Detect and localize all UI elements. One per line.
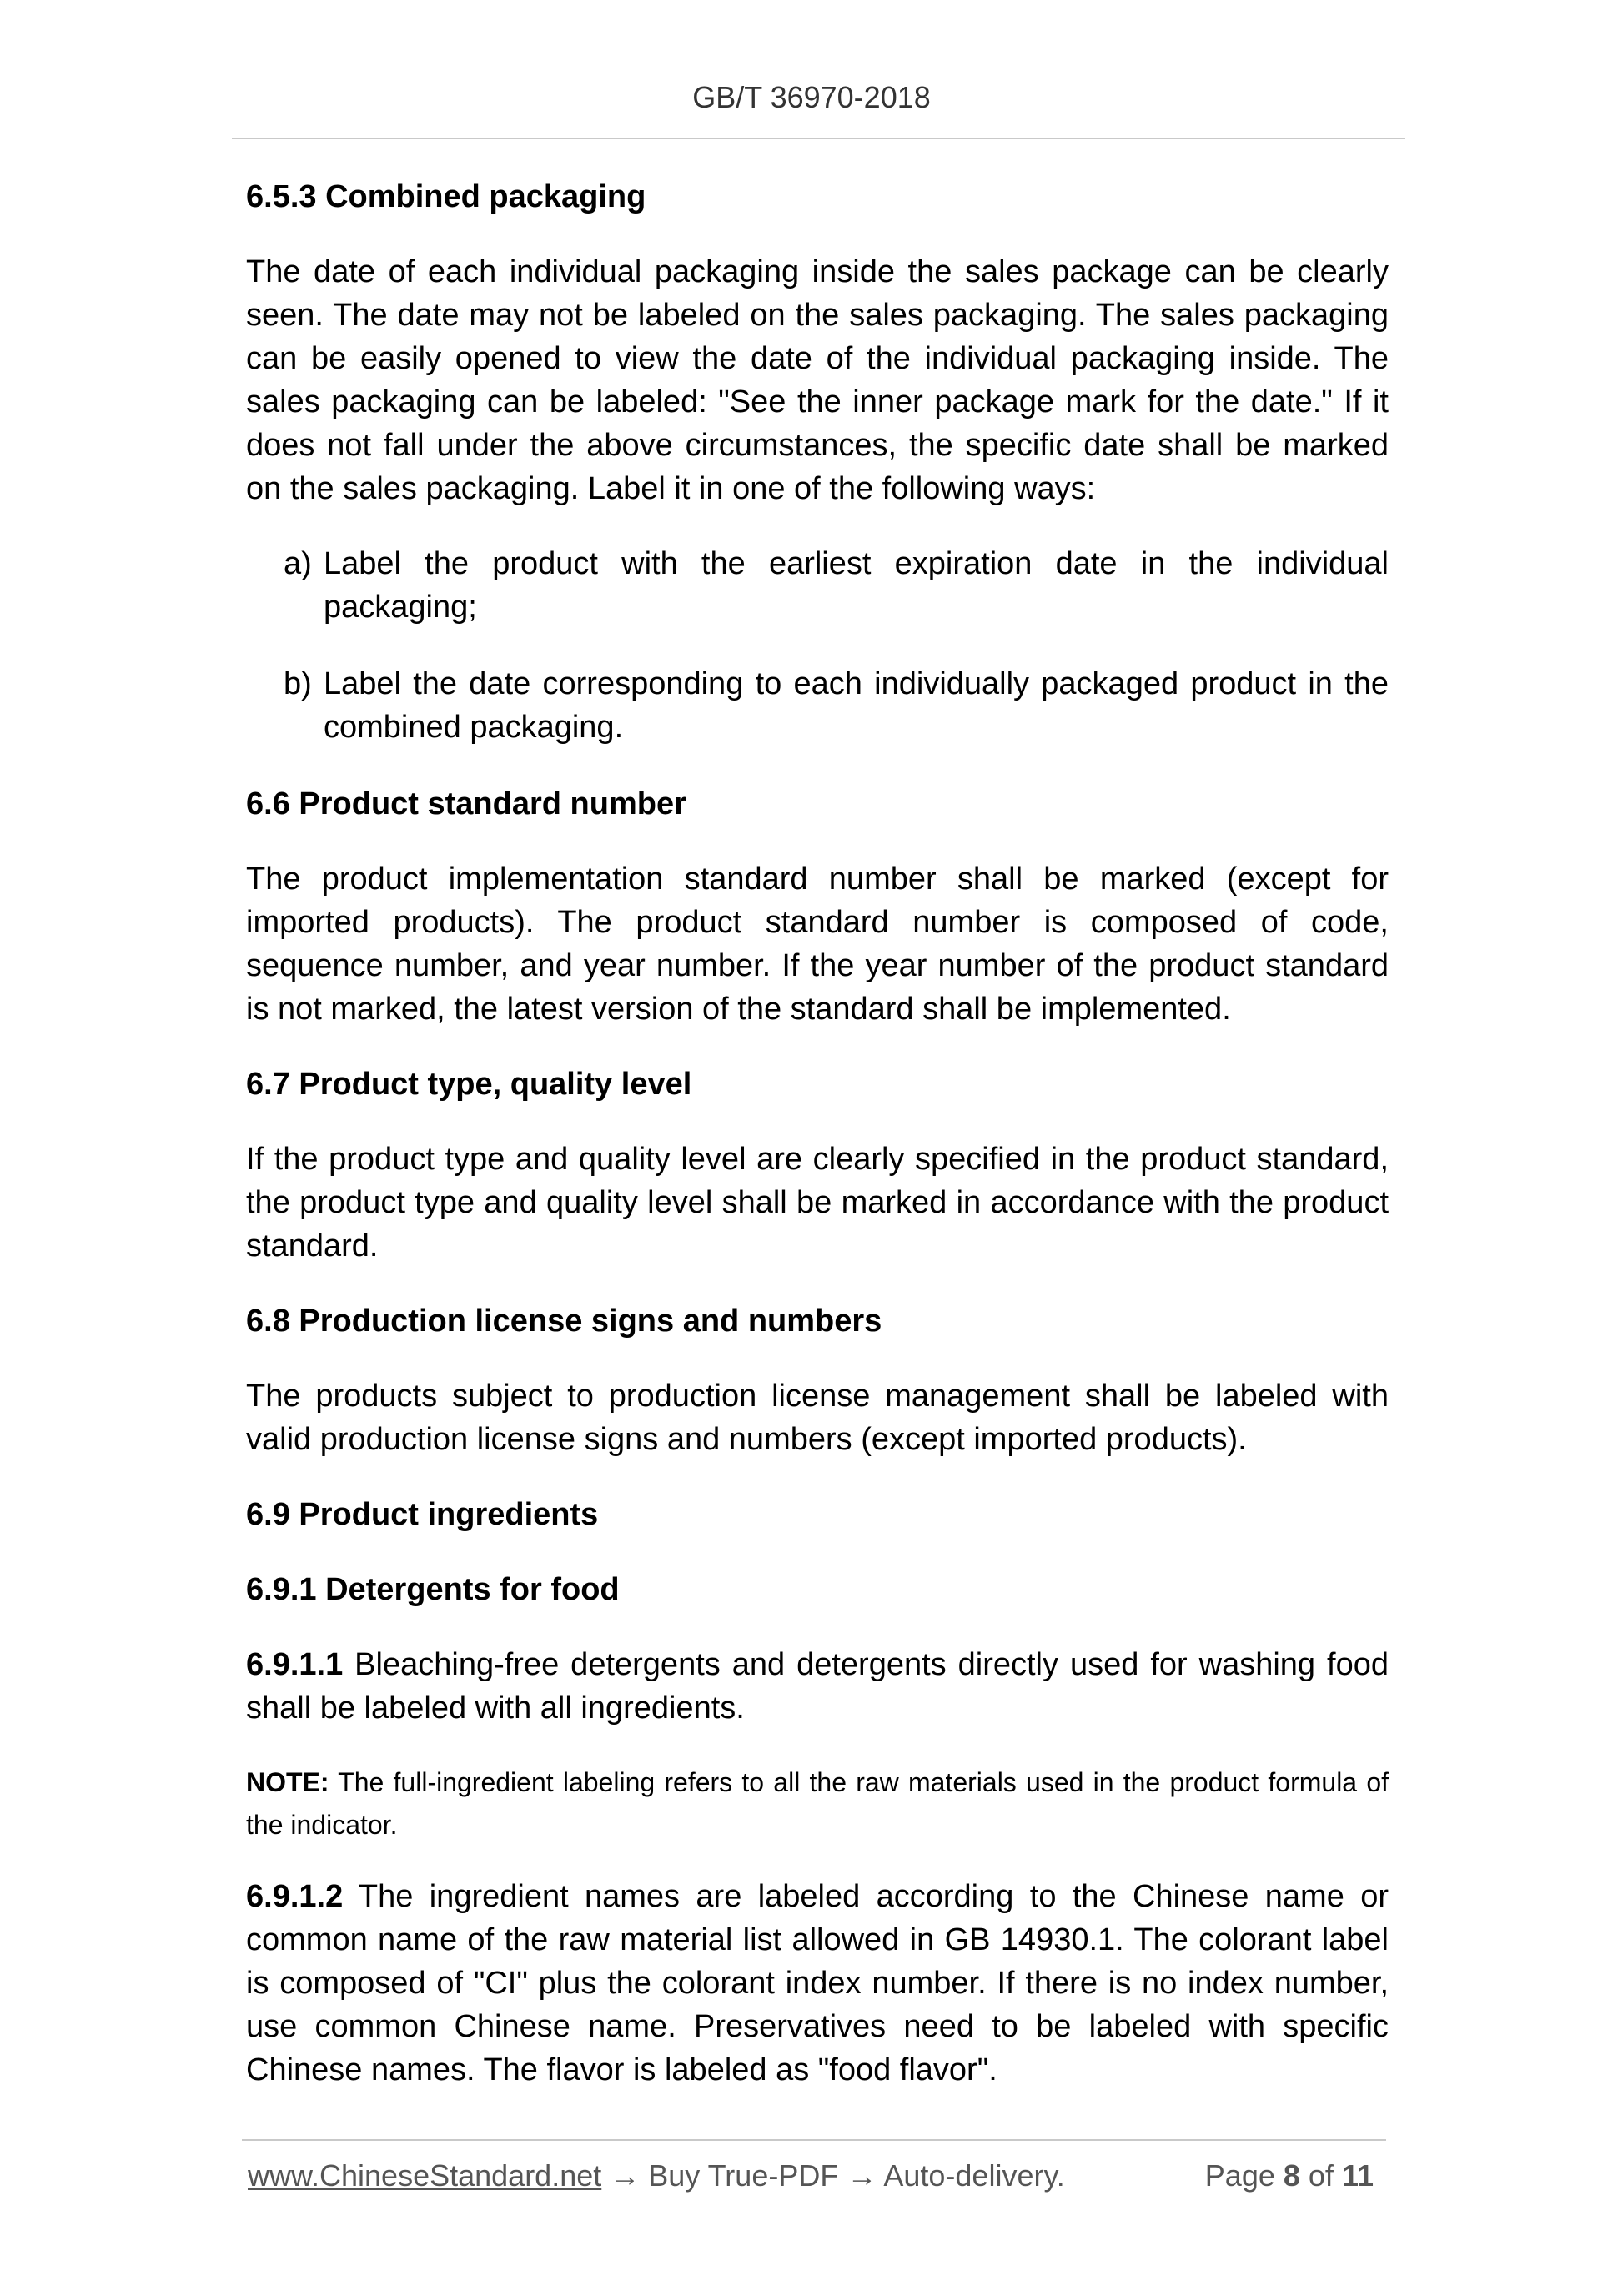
paragraph-6-6: The product implementation standard number shall be marked (except for imported products). The product standard number is composed of code, sequence number, and year number. If the year number of the product standard is not marked, the latest version of the standard shall be implemented. (246, 862, 1389, 1027)
page-number (1205, 2158, 1374, 2193)
footer-divider (242, 2139, 1386, 2141)
arrow-icon: → (601, 2158, 649, 2193)
list-item-b (284, 662, 1389, 749)
paragraph-6-8: The products subject to production license management shall be labeled with valid production license signs and numbers (except imported products). (246, 1379, 1389, 1457)
paragraph-6-7: If the product type and quality level are clearly specified in the product standard, the product type and quality level shall be marked in accordance with the product standard. (246, 1142, 1389, 1264)
of-label: of (1299, 2158, 1342, 2193)
paragraph-6-9-1-1 (246, 1643, 1389, 1730)
list-item-text: Label the product with the earliest expiration date in the individual packaging; (324, 546, 1389, 625)
delivery-text: Auto-delivery. (883, 2158, 1065, 2193)
clause-number: 6.9.1.1 (246, 1647, 344, 1682)
buy-text: Buy True-PDF (648, 2158, 839, 2193)
clause-text: The ingredient names are labeled according to the Chinese name or common name of the raw material list allowed in GB 14930.1. The colorant label is composed of "CI" plus the colorant index number. If there is no index number, use common Chinese name. Preservatives need to be labeled with specific Chinese names. The flavor is labeled as "food flavor". (246, 1879, 1389, 2088)
list-marker: a) (284, 546, 312, 581)
header-divider (232, 138, 1405, 139)
site-link[interactable]: www.ChineseStandard.net (248, 2158, 602, 2193)
standard-code-header: GB/T 36970-2018 (692, 80, 931, 114)
current-page: 8 (1283, 2158, 1300, 2193)
heading-6-9-1: 6.9.1 Detergents for food (246, 1572, 620, 1607)
heading-6-9: 6.9 Product ingredients (246, 1497, 599, 1532)
note-label: NOTE: (246, 1767, 329, 1797)
page-label: Page (1204, 2158, 1284, 2193)
total-pages: 11 (1341, 2158, 1374, 2193)
note (246, 1761, 1389, 1846)
list-item-a (284, 542, 1389, 629)
heading-6-7: 6.7 Product type, quality level (246, 1067, 692, 1102)
paragraph-6-9-1-2 (246, 1875, 1389, 2092)
list-marker: b) (284, 666, 312, 701)
page-content (246, 175, 1389, 2123)
clause-text: Bleaching-free detergents and detergents directly used for washing food shall be labeled with all ingredients. (246, 1647, 1389, 1726)
note-text: The full-ingredient labeling refers to all the raw materials used in the product formula of the indicator. (246, 1767, 1389, 1840)
paragraph-6-5-3: The date of each individual packaging inside the sales package can be clearly seen. The date may not be labeled on the sales packaging. The sales packaging can be easily opened to view the date of the individual packaging inside. The sales packaging can be labeled: "See the inner package mark for the date." If it does not fall under the above circumstances, the specific date shall be marked on the sales packaging. Label it in one of the following ways: (246, 254, 1389, 506)
heading-6-5-3: 6.5.3 Combined packaging (246, 179, 646, 214)
arrow-icon: → (838, 2158, 884, 2193)
list-item-text: Label the date corresponding to each individually packaged product in the combined packaging. (324, 666, 1389, 745)
clause-number: 6.9.1.2 (246, 1879, 344, 1914)
footer-promo (248, 2158, 1065, 2193)
heading-6-6: 6.6 Product standard number (246, 786, 686, 821)
heading-6-8: 6.8 Production license signs and numbers (246, 1304, 882, 1339)
